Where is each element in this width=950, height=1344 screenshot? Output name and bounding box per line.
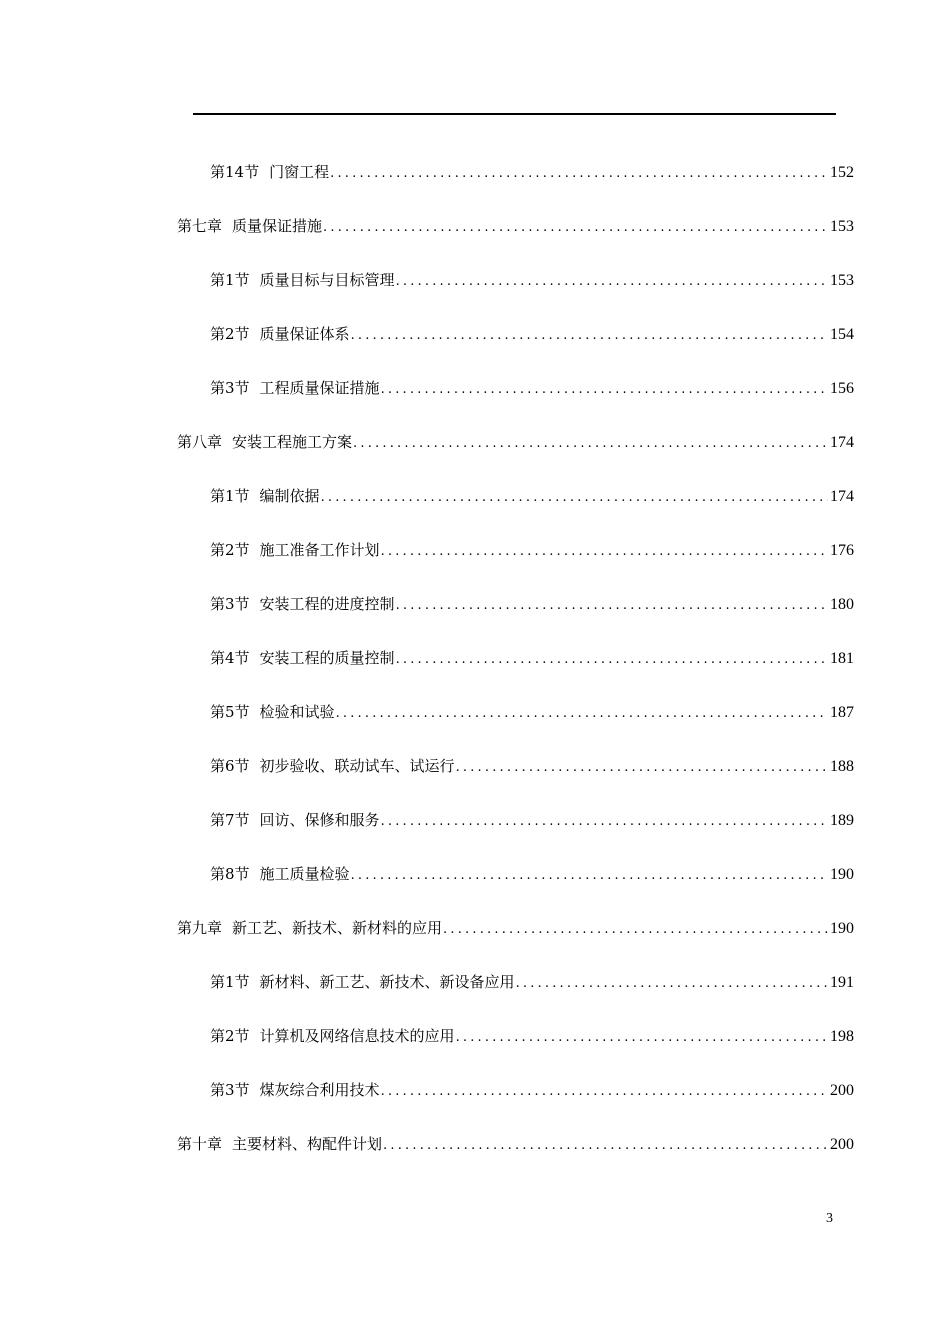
toc-chapter-entry[interactable] <box>177 1133 854 1155</box>
page-number: 3 <box>826 1211 833 1226</box>
dot-leader <box>383 1135 828 1157</box>
entry-title: 安装工程的进度控制 <box>259 595 395 613</box>
entry-number: 第3节 <box>210 1081 250 1099</box>
toc-section-entry[interactable] <box>210 593 854 615</box>
entry-page-number: 200 <box>830 1082 854 1099</box>
dot-leader <box>323 217 828 239</box>
toc-section-entry[interactable] <box>210 755 854 777</box>
entry-number: 第八章 <box>177 433 223 451</box>
dot-leader <box>456 1027 828 1049</box>
entry-page-number: 188 <box>830 758 854 775</box>
toc-section-entry[interactable] <box>210 647 854 669</box>
entry-page-number: 174 <box>830 488 854 505</box>
entry-title: 计算机及网络信息技术的应用 <box>259 1027 455 1045</box>
toc-section-entry[interactable] <box>210 701 854 723</box>
toc-section-entry[interactable] <box>210 863 854 885</box>
entry-page-number: 189 <box>830 812 854 829</box>
entry-page-number: 153 <box>830 218 854 235</box>
dot-leader <box>381 541 828 563</box>
entry-number: 第14节 <box>210 163 260 181</box>
entry-title: 工程质量保证措施 <box>259 379 380 397</box>
toc-chapter-entry[interactable] <box>177 215 854 237</box>
entry-title: 检验和试验 <box>259 703 335 721</box>
entry-title: 施工质量检验 <box>259 865 350 883</box>
entry-number: 第7节 <box>210 811 250 829</box>
entry-page-number: 176 <box>830 542 854 559</box>
toc-section-entry[interactable] <box>210 485 854 507</box>
entry-number: 第3节 <box>210 379 250 397</box>
entry-title: 新材料、新工艺、新技术、新设备应用 <box>259 973 515 991</box>
entry-page-number: 200 <box>830 1136 854 1153</box>
entry-page-number: 156 <box>830 380 854 397</box>
entry-number: 第1节 <box>210 271 250 289</box>
entry-title: 煤灰综合利用技术 <box>259 1081 380 1099</box>
entry-title: 编制依据 <box>259 487 320 505</box>
toc-section-entry[interactable] <box>210 269 854 291</box>
dot-leader <box>351 325 828 347</box>
entry-title: 初步验收、联动试车、试运行 <box>259 757 455 775</box>
header-rule <box>193 113 836 115</box>
entry-page-number: 187 <box>830 704 854 721</box>
entry-page-number: 191 <box>830 974 854 991</box>
dot-leader <box>443 919 828 941</box>
entry-title: 安装工程施工方案 <box>232 433 353 451</box>
dot-leader <box>381 1081 828 1103</box>
dot-leader <box>321 487 828 509</box>
entry-title: 安装工程的质量控制 <box>259 649 395 667</box>
entry-number: 第8节 <box>210 865 250 883</box>
entry-title: 回访、保修和服务 <box>259 811 380 829</box>
entry-number: 第4节 <box>210 649 250 667</box>
toc-section-entry[interactable] <box>210 1025 854 1047</box>
dot-leader <box>516 973 828 995</box>
entry-number: 第1节 <box>210 487 250 505</box>
toc-chapter-entry[interactable] <box>177 431 854 453</box>
entry-page-number: 154 <box>830 326 854 343</box>
entry-page-number: 190 <box>830 920 854 937</box>
entry-number: 第3节 <box>210 595 250 613</box>
entry-number: 第1节 <box>210 973 250 991</box>
dot-leader <box>456 757 828 779</box>
dot-leader <box>336 703 828 725</box>
entry-page-number: 152 <box>830 164 854 181</box>
toc-chapter-entry[interactable] <box>177 917 854 939</box>
entry-number: 第5节 <box>210 703 250 721</box>
entry-title: 新工艺、新技术、新材料的应用 <box>232 919 443 937</box>
toc-section-entry[interactable] <box>210 323 854 345</box>
dot-leader <box>396 649 828 671</box>
dot-leader <box>351 865 828 887</box>
toc-section-entry[interactable] <box>210 161 854 183</box>
toc-section-entry[interactable] <box>210 809 854 831</box>
entry-page-number: 153 <box>830 272 854 289</box>
entry-number: 第2节 <box>210 325 250 343</box>
entry-page-number: 190 <box>830 866 854 883</box>
entry-title: 施工准备工作计划 <box>259 541 380 559</box>
entry-title: 质量保证体系 <box>259 325 350 343</box>
entry-page-number: 174 <box>830 434 854 451</box>
entry-number: 第十章 <box>177 1135 223 1153</box>
dot-leader <box>381 811 828 833</box>
entry-page-number: 181 <box>830 650 854 667</box>
toc-section-entry[interactable] <box>210 377 854 399</box>
entry-number: 第七章 <box>177 217 223 235</box>
entry-title: 门窗工程 <box>269 163 330 181</box>
dot-leader <box>396 271 828 293</box>
entry-number: 第2节 <box>210 1027 250 1045</box>
entry-number: 第九章 <box>177 919 223 937</box>
toc-section-entry[interactable] <box>210 971 854 993</box>
dot-leader <box>330 163 828 185</box>
entry-page-number: 180 <box>830 596 854 613</box>
entry-number: 第2节 <box>210 541 250 559</box>
toc-section-entry[interactable] <box>210 539 854 561</box>
entry-title: 质量保证措施 <box>232 217 323 235</box>
entry-page-number: 198 <box>830 1028 854 1045</box>
entry-title: 质量目标与目标管理 <box>259 271 395 289</box>
entry-number: 第6节 <box>210 757 250 775</box>
toc-section-entry[interactable] <box>210 1079 854 1101</box>
dot-leader <box>381 379 828 401</box>
dot-leader <box>396 595 828 617</box>
entry-title: 主要材料、构配件计划 <box>232 1135 383 1153</box>
dot-leader <box>353 433 828 455</box>
